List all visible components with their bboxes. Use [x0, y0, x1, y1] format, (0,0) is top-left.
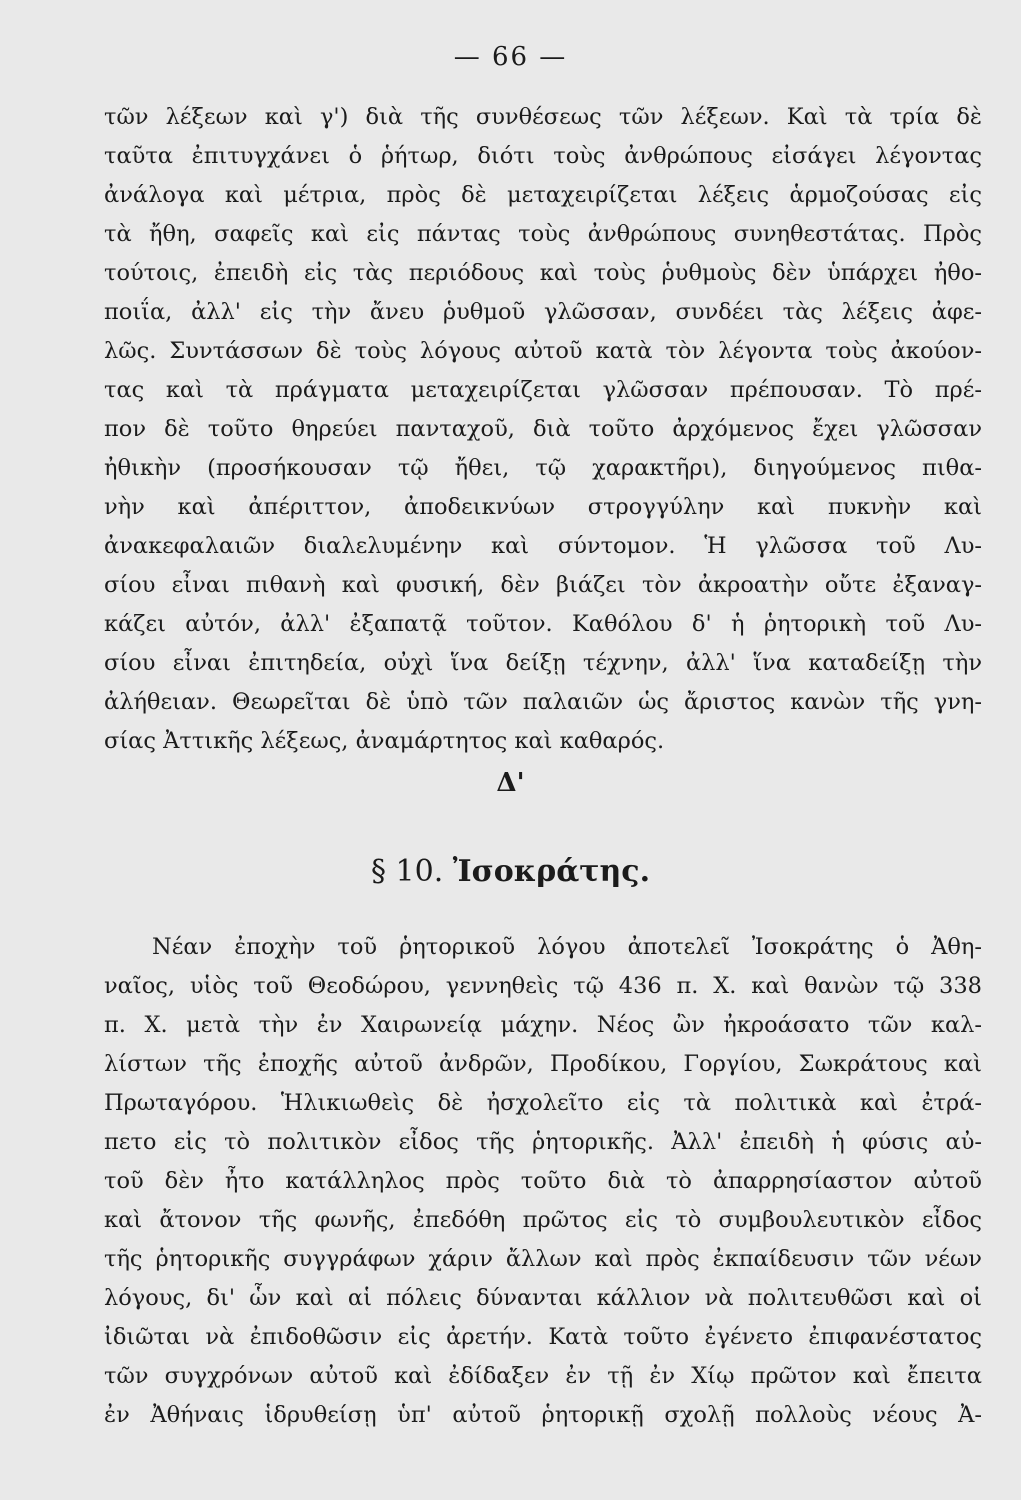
text-line: ἀλήθειαν. Θεωρεῖται δὲ ὑπὸ τῶν παλαιῶν ὡς ἄριστος κανὼν τῆς γνη-	[104, 689, 982, 715]
text-line: τας καὶ τὰ πράγματα μεταχειρίζεται γλῶσσαν πρέπουσαν. Τὸ πρέ-	[104, 377, 982, 403]
text-line: κάζει αὐτόν, ἀλλ' ἐξαπατᾷ τοῦτον. Καθόλου δ' ἡ ῥητορικὴ τοῦ Λυ-	[104, 611, 982, 637]
text-line: Νέαν ἐποχὴν τοῦ ῥητορικοῦ λόγου ἀποτελεῖ Ἰσοκράτης ὁ Ἀθη-	[152, 934, 982, 960]
text-line: ἀνακεφαλαιῶν διαλελυμένην καὶ σύντομον. Ἡ γλῶσσα τοῦ Λυ-	[104, 533, 982, 559]
text-line: τὰ ἤθη, σαφεῖς καὶ εἰς πάντας τοὺς ἀνθρώπους συνηθεστάτας. Πρὸς	[104, 221, 982, 247]
text-line: λόγους, δι' ὧν καὶ αἱ πόλεις δύνανται κάλλιον νὰ πολιτευθῶσι καὶ οἱ	[104, 1285, 982, 1311]
text-line: τούτοις, ἐπειδὴ εἰς τὰς περιόδους καὶ τοὺς ῥυθμοὺς δὲν ὑπάρχει ἠθο-	[104, 260, 982, 286]
text-line: σίου εἶναι ἐπιτηδεία, οὐχὶ ἵνα δείξῃ τέχνην, ἀλλ' ἵνα καταδείξῃ τὴν	[104, 650, 982, 676]
text-line: ἐν Ἀθήναις ἱδρυθείσῃ ὑπ' αὐτοῦ ῥητορικῇ σχολῇ πολλοὺς νέους Ἀ-	[104, 1402, 982, 1428]
text-line: νὴν καὶ ἀπέριττον, ἀποδεικνύων στρογγύλην καὶ πυκνὴν καὶ	[104, 494, 982, 520]
text-line: καὶ ἄτονον τῆς φωνῆς, ἐπεδόθη πρῶτος εἰς τὸ συμβουλευτικὸν εἶδος	[104, 1207, 982, 1233]
text-line: σίου εἶναι πιθανὴ καὶ φυσική, δὲν βιάζει τὸν ἀκροατὴν οὔτε ἐξαναγ-	[104, 572, 982, 598]
text-line: ποιΐα, ἀλλ' εἰς τὴν ἄνευ ῥυθμοῦ γλῶσσαν, συνδέει τὰς λέξεις ἀφε-	[104, 299, 982, 325]
text-line: τοῦ δὲν ἦτο κατάλληλος πρὸς τοῦτο διὰ τὸ ἀπαρρησίαστον αὐτοῦ	[104, 1168, 982, 1194]
page-number: — 66 —	[453, 42, 568, 72]
text-line: τῶν συγχρόνων αὐτοῦ καὶ ἐδίδαξεν ἐν τῇ ἐν Χίῳ πρῶτον καὶ ἔπειτα	[104, 1363, 982, 1389]
text-line: ταῦτα ἐπιτυγχάνει ὁ ῥήτωρ, διότι τοὺς ἀνθρώπους εἰσάγει λέγοντας	[104, 143, 982, 169]
text-line: πετο εἰς τὸ πολιτικὸν εἶδος τῆς ῥητορικῆς. Ἀλλ' ἐπειδὴ ἡ φύσις αὐ-	[104, 1129, 982, 1155]
section-letter: Δ'	[496, 768, 525, 798]
text-line: ἠθικὴν (προσήκουσαν τῷ ἤθει, τῷ χαρακτῆρι), διηγούμενος πιθα-	[104, 455, 982, 481]
section-title: Ἰσοκράτης.	[452, 854, 651, 889]
text-line: πον δὲ τοῦτο θηρεύει πανταχοῦ, διὰ τοῦτο ἀρχόμενος ἔχει γλῶσσαν	[104, 416, 982, 442]
text-line: ναῖος, υἱὸς τοῦ Θεοδώρου, γεννηθεὶς τῷ 436 π. Χ. καὶ θανὼν τῷ 338	[104, 973, 982, 999]
text-line: τῆς ῥητορικῆς συγγράφων χάριν ἄλλων καὶ πρὸς ἐκπαίδευσιν τῶν νέων	[104, 1246, 982, 1272]
text-line: λῶς. Συντάσσων δὲ τοὺς λόγους αὐτοῦ κατὰ τὸν λέγοντα τοὺς ἀκούον-	[104, 338, 982, 364]
section-number: § 10.	[370, 854, 444, 889]
text-line: Πρωταγόρου. Ἡλικιωθεὶς δὲ ἠσχολεῖτο εἰς τὰ πολιτικὰ καὶ ἐτρά-	[104, 1090, 982, 1116]
section-heading	[0, 854, 1021, 889]
text-line: π. Χ. μετὰ τὴν ἐν Χαιρωνείᾳ μάχην. Νέος ὢν ἠκροάσατο τῶν καλ-	[104, 1012, 982, 1038]
text-line: ἰδιῶται νὰ ἐπιδοθῶσιν εἰς ἀρετήν. Κατὰ τοῦτο ἐγένετο ἐπιφανέστατος	[104, 1324, 982, 1350]
text-line: ἀνάλογα καὶ μέτρια, πρὸς δὲ μεταχειρίζεται λέξεις ἁρμοζούσας εἰς	[104, 182, 982, 208]
text-line: σίας Ἀττικῆς λέξεως, ἀναμάρτητος καὶ καθαρός.	[104, 728, 665, 754]
text-line: λίστων τῆς ἐποχῆς αὐτοῦ ἀνδρῶν, Προδίκου, Γοργίου, Σωκράτους καὶ	[104, 1051, 982, 1077]
text-line: τῶν λέξεων καὶ γ') διὰ τῆς συνθέσεως τῶν λέξεων. Καὶ τὰ τρία δὲ	[104, 104, 982, 130]
